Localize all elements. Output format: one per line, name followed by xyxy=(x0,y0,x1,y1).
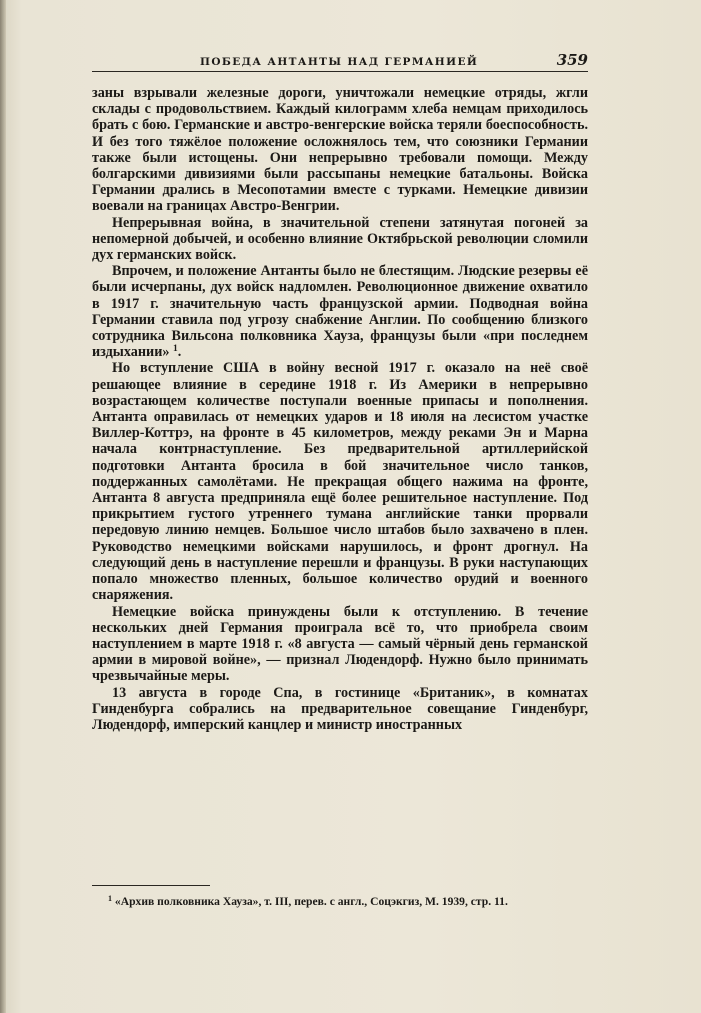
footnote-reference: 1 xyxy=(173,344,178,355)
paragraph: заны взрывали железные дороги, уничтожали немецкие отряды, жгли склады с продовольствием. Каждый килограмм хлеба немцам приходилось брать с бою. Германские и австро-венгерские войска теряли боеспособность. И без того тяжёлое положение осложнялось тем, что союзники Германии также были истощены. Они непрерывно требовали помощи. Между болгарскими дивизиями были рассыпаны немецкие батальоны. Войска Германии дрались в Месопотамии вместе с турками. Немецкие дивизии воевали на границах Австро-Венгрии. xyxy=(92,85,588,215)
running-title: ПОБЕДА АНТАНТЫ НАД ГЕРМАНИЕЙ xyxy=(200,56,479,68)
paragraph: Но вступление США в войну весной 1917 г. оказало на неё своё решающее влияние в середине 1918 г. Из Америки в непрерывно возрастающем количестве поступали военные припасы и пополнения. Антанта оправилась от немецких ударов и 18 июля на лесистом участке Виллер-Коттрэ, на фронте в 45 километров, между реками Эн и Марна начала контрнаступление. Без предварительной артиллерийской подготовки Антанта бросила в бой значительное число танков, поддержанных самолётами. Не прекращая общего нажима на фронте, Антанта 8 августа предприняла ещё более решительное наступление. Под прикрытием густого утреннего тумана английские танки прорвали передовую линию немцев. Большое число штабов было захвачено в плен. Руководство немецкими войсками нарушилось, и фронт дрогнул. На следующий день в наступление перешли и французы. В руки наступающих попало множество пленных, большое количество орудий и военного снаряжения. xyxy=(92,360,588,604)
page-binding-edge xyxy=(0,0,6,1013)
paragraph-text: Впрочем, и положение Антанты было не блестящим. Людские резервы её были исчерпаны, дух войск надломлен. Революционное движение охватило в 1917 г. значительную часть французской армии. Подводная война Германии ставила под угрозу снабжение Англии. По сообщению близкого сотрудника Вильсона полковника Хауза, французы были «при последнем издыхании» xyxy=(92,263,588,361)
paragraph xyxy=(92,263,588,360)
footnote-rule xyxy=(92,885,210,886)
paragraph: Немецкие войска принуждены были к отступлению. В течение нескольких дней Германия проиграла всё то, что приобрела своим наступлением в марте 1918 г. «8 августа — самый чёрный день германской армии в мировой войне», — признал Людендорф. Нужно было принимать чрезвычайные меры. xyxy=(92,603,588,685)
running-head xyxy=(92,51,588,70)
page-number: 359 xyxy=(556,51,588,69)
body-text xyxy=(92,85,588,733)
header-rule xyxy=(92,71,588,72)
paragraph: Непрерывная война, в значительной степени затянутая погоней за непомерной добычей, и особенно влияние Октябрьской революции сломили дух германских войск. xyxy=(92,214,588,264)
footnote xyxy=(92,894,588,909)
paragraph: 13 августа в городе Спа, в гостинице «Британик», в комнатах Гинденбурга собрались на предварительное совещание Гинденбург, Людендорф, имперский канцлер и министр иностранных xyxy=(92,684,588,733)
footnote-text: «Архив полковника Хауза», т. III, перев. с англ., Соцэкгиз, М. 1939, стр. 11. xyxy=(114,895,508,908)
footnote-mark: 1 xyxy=(108,894,112,903)
paragraph-end-punctuation: . xyxy=(177,344,182,361)
